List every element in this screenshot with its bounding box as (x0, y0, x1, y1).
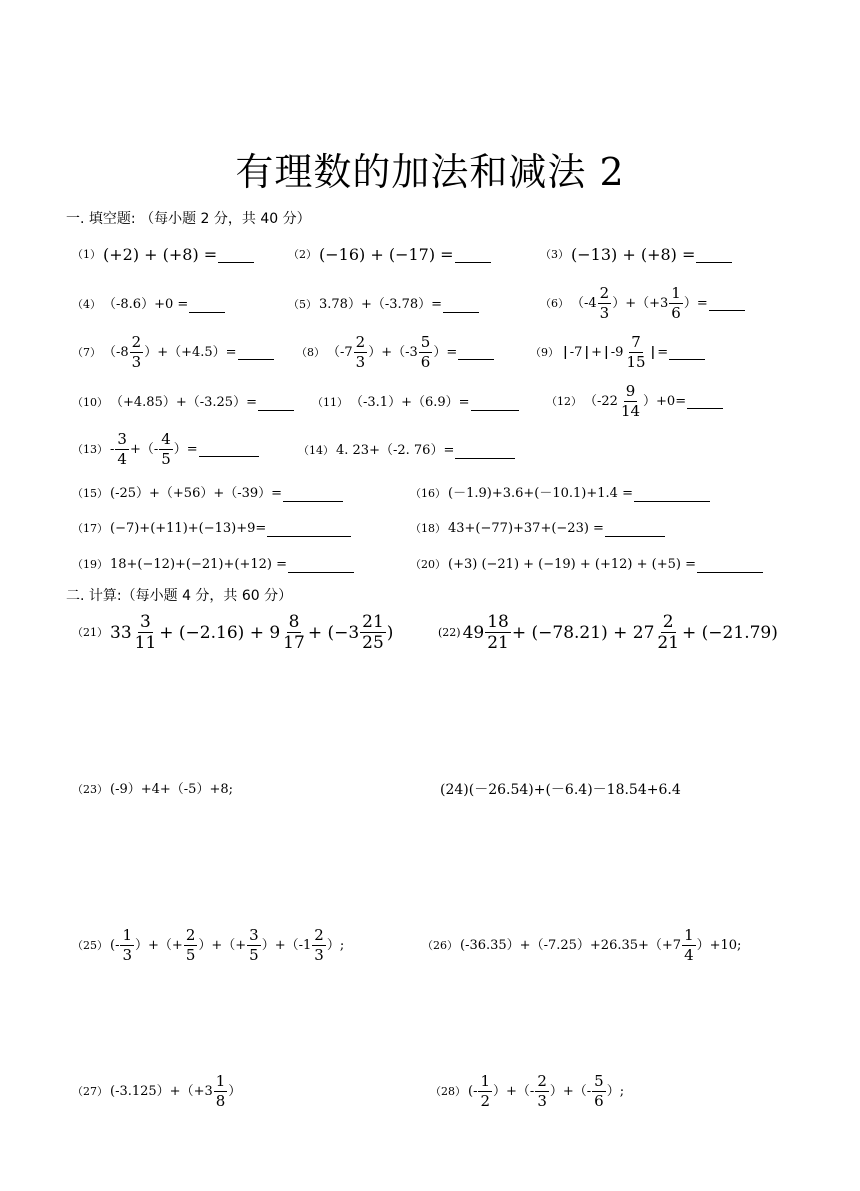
question-17 (72, 520, 351, 538)
question-22 (438, 612, 778, 653)
question-text: 18+(−12)+(−21)+(+12) = (110, 557, 287, 572)
fraction (247, 926, 261, 965)
question-8 (296, 333, 494, 372)
question-23 (72, 781, 233, 799)
denominator: 3 (314, 946, 324, 964)
question-text: （-4 (571, 295, 597, 311)
question-26 (422, 926, 741, 965)
denominator: 17 (283, 633, 305, 653)
fraction (598, 284, 612, 323)
denominator: 3 (122, 946, 133, 964)
answer-blank[interactable] (709, 296, 745, 311)
numerator: 21 (362, 612, 384, 632)
question-number: （21） (72, 625, 108, 639)
question-text: 49 (462, 622, 485, 643)
question-number: （25） (72, 938, 108, 952)
question-12 (546, 382, 723, 421)
numerator: 5 (420, 333, 431, 351)
question-number: （15） (72, 487, 108, 500)
answer-blank[interactable] (471, 396, 519, 411)
answer-blank[interactable] (669, 345, 705, 360)
absolute-bar: | (650, 344, 656, 360)
fraction (624, 333, 647, 372)
question-number: （2） (288, 248, 317, 261)
numerator: 2 (355, 333, 366, 351)
question-number: （27） (72, 1084, 108, 1098)
question-19 (72, 556, 354, 574)
denominator: 6 (420, 353, 431, 371)
numerator: 2 (185, 926, 196, 944)
numerator: 7 (631, 333, 641, 351)
numerator: 2 (314, 926, 324, 944)
question-number: （20） (410, 558, 446, 571)
question-number: （7） (72, 345, 101, 359)
denominator: 6 (594, 1092, 604, 1110)
numerator: 2 (537, 1072, 547, 1090)
question-text: ）= (683, 295, 708, 311)
question-text: (−7)+(+11)+(−13)+9= (110, 521, 267, 536)
numerator: 1 (215, 1072, 226, 1090)
question-number: （1） (72, 248, 101, 261)
question-text: (+2) + (+8) = (103, 245, 218, 264)
question-number: （4） (72, 298, 101, 311)
question-number: （6） (540, 296, 569, 310)
question-21 (72, 612, 393, 653)
denominator: 5 (185, 946, 196, 964)
fraction (419, 333, 433, 372)
fraction (682, 926, 696, 965)
question-text: （-3.1）+（6.9）= (350, 395, 470, 410)
question-text: + (−3 (307, 622, 360, 643)
question-25 (72, 926, 344, 965)
fraction (655, 612, 681, 653)
numerator: 1 (122, 926, 133, 944)
question-24 (440, 781, 681, 799)
fraction (159, 430, 173, 469)
answer-blank[interactable] (605, 522, 665, 537)
question-text: ）+（-1 (261, 937, 312, 953)
denominator: 3 (131, 353, 142, 371)
numerator: 2 (131, 333, 142, 351)
question-18 (410, 520, 665, 538)
absolute-bar: | (604, 344, 609, 360)
numerator: 2 (599, 284, 610, 302)
question-number: （3） (540, 248, 569, 261)
question-text: + (−78.21) + 27 (511, 622, 655, 643)
question-10 (72, 394, 294, 412)
question-text: (-3.125）+（+3 (110, 1083, 213, 1099)
absolute-bar: | (563, 344, 568, 360)
question-text: (−16) + (−17) = (319, 245, 454, 264)
denominator: 14 (620, 402, 641, 420)
question-text: ）+（- (549, 1083, 592, 1099)
question-text: + (−2.16) + 9 (159, 622, 281, 643)
denominator: 5 (161, 450, 171, 468)
denominator: 21 (657, 633, 680, 653)
question-text: ）+（- (493, 1083, 535, 1099)
answer-blank[interactable] (288, 558, 354, 573)
question-number: (22) (438, 625, 461, 639)
fraction (133, 612, 159, 653)
question-text: ）= (173, 441, 198, 457)
question-7 (72, 333, 274, 372)
numerator: 2 (662, 612, 674, 632)
numerator: 1 (671, 284, 681, 302)
question-4 (72, 296, 225, 314)
question-text: （-8.6）+0 = (103, 297, 189, 312)
denominator: 4 (684, 946, 694, 964)
numerator: 3 (140, 612, 151, 632)
question-text: ）+（+ (135, 937, 183, 953)
question-text: -7 (569, 344, 583, 360)
question-text: (－1.9)+3.6+(－10.1)+1.4 = (448, 486, 633, 501)
section-fill-heading: 一. 填空题: （每小题 2 分，共 40 分） (66, 211, 311, 227)
denominator: 5 (249, 946, 259, 964)
question-27 (72, 1072, 241, 1111)
question-text: ）; (326, 937, 345, 953)
question-number: （26） (422, 938, 458, 952)
fraction (592, 1072, 606, 1111)
answer-blank[interactable] (634, 487, 710, 502)
denominator: 3 (355, 353, 366, 371)
answer-blank[interactable] (455, 444, 515, 459)
question-13 (72, 430, 259, 469)
fraction (619, 382, 642, 421)
numerator: 4 (161, 430, 171, 448)
question-text: -9 (610, 344, 624, 360)
fraction (535, 1072, 549, 1111)
numerator: 3 (117, 430, 127, 448)
denominator: 2 (480, 1092, 491, 1110)
answer-blank[interactable] (696, 248, 732, 263)
denominator: 11 (134, 633, 157, 653)
question-text: + (−21.79) (682, 622, 778, 643)
denominator: 8 (215, 1092, 226, 1110)
question-1 (72, 246, 254, 264)
question-text: (- (468, 1083, 478, 1099)
numerator: 8 (288, 612, 300, 632)
question-14 (298, 442, 515, 460)
question-3 (540, 246, 732, 264)
question-2 (288, 246, 491, 264)
question-text: +（- (129, 441, 159, 457)
question-text: (-36.35）+（-7.25）+26.35+（+7 (460, 937, 682, 953)
question-text: （-8 (103, 344, 129, 360)
question-text: - (110, 441, 115, 457)
fraction (130, 333, 144, 372)
fraction (312, 926, 326, 965)
fraction (478, 1072, 492, 1111)
question-text: + (591, 344, 603, 360)
question-number: （17） (72, 522, 108, 535)
numerator: 5 (594, 1072, 604, 1090)
question-15 (72, 485, 343, 503)
numerator: 18 (487, 612, 509, 632)
question-text: (- (110, 937, 120, 953)
question-text: 4. 23+（-2. 76）= (336, 443, 455, 458)
fraction (354, 333, 368, 372)
question-text: ）+（-3 (368, 344, 418, 360)
question-6 (540, 284, 745, 323)
answer-blank[interactable] (258, 396, 294, 411)
question-text: ) (386, 622, 394, 643)
fraction (115, 430, 129, 469)
question-text: ）+（+4.5）= (144, 344, 237, 360)
fraction (184, 926, 198, 965)
question-text: (-9）+4+（-5）+8; (110, 782, 233, 797)
question-text: (24)(－26.54)+(－6.4)－18.54+6.4 (440, 782, 681, 798)
question-text: （-22 (584, 393, 618, 409)
question-text: 33 (110, 622, 132, 643)
question-number: （16） (410, 487, 446, 500)
answer-blank[interactable] (455, 248, 491, 263)
question-number: （14） (298, 444, 334, 457)
answer-blank[interactable] (687, 394, 723, 409)
question-28 (430, 1072, 624, 1111)
question-text: ）= (433, 344, 458, 360)
question-text: ）+0= (643, 393, 687, 409)
question-number: （28） (430, 1084, 466, 1098)
numerator: 9 (625, 382, 636, 400)
question-number: （13） (72, 442, 108, 456)
denominator: 4 (117, 450, 127, 468)
fraction (214, 1072, 228, 1111)
denominator: 3 (537, 1092, 547, 1110)
question-20 (410, 556, 763, 574)
question-11 (312, 394, 519, 412)
question-number: （12） (546, 394, 582, 408)
question-text: (+3) (−21) + (−19) + (+12) + (+5) = (448, 557, 696, 572)
answer-blank[interactable] (199, 442, 259, 457)
answer-blank[interactable] (443, 298, 479, 313)
fraction (281, 612, 307, 653)
numerator: 1 (684, 926, 694, 944)
section-calc-heading: 二. 计算:（每小题 4 分，共 60 分） (66, 588, 293, 604)
question-number: （23） (72, 783, 108, 796)
denominator: 15 (626, 353, 646, 371)
question-number: （8） (296, 345, 325, 359)
answer-blank[interactable] (458, 345, 494, 360)
question-number: （19） (72, 558, 108, 571)
question-text: = (657, 344, 669, 360)
absolute-bar: | (584, 344, 590, 360)
question-number: （11） (312, 396, 348, 409)
denominator: 3 (599, 304, 610, 322)
answer-blank[interactable] (267, 522, 351, 537)
question-text: （-7 (327, 344, 353, 360)
numerator: 3 (249, 926, 259, 944)
question-text: 3.78）+（-3.78）= (319, 297, 443, 312)
denominator: 25 (362, 633, 384, 653)
denominator: 6 (671, 304, 681, 322)
numerator: 1 (480, 1072, 491, 1090)
question-number: （18） (410, 522, 446, 535)
question-text: 43+(−77)+37+(−23) = (448, 521, 604, 536)
answer-blank[interactable] (238, 345, 274, 360)
question-text: ）; (606, 1083, 625, 1099)
question-number: （5） (288, 298, 317, 311)
fraction (485, 612, 511, 653)
fraction (360, 612, 386, 653)
fraction (669, 284, 683, 323)
answer-blank[interactable] (283, 487, 343, 502)
fraction (120, 926, 134, 965)
question-text: ）+10; (696, 937, 742, 953)
denominator: 21 (487, 633, 509, 653)
question-9 (530, 333, 705, 372)
page-title: 有理数的加法和减法 2 (235, 150, 625, 194)
answer-blank[interactable] (218, 248, 254, 263)
question-text: ）+（+ (198, 937, 247, 953)
question-16 (410, 485, 710, 503)
question-text: （+4.85）+（-3.25）= (110, 395, 257, 410)
answer-blank[interactable] (697, 558, 763, 573)
answer-blank[interactable] (189, 298, 225, 313)
question-text: (−13) + (+8) = (571, 245, 696, 264)
question-text: (-25）+（+56）+（-39）= (110, 486, 283, 501)
question-text: ） (228, 1083, 242, 1099)
question-number: （10） (72, 396, 108, 409)
question-5 (288, 296, 479, 314)
question-text: ）+（+3 (612, 295, 669, 311)
question-number: （9） (530, 345, 559, 359)
